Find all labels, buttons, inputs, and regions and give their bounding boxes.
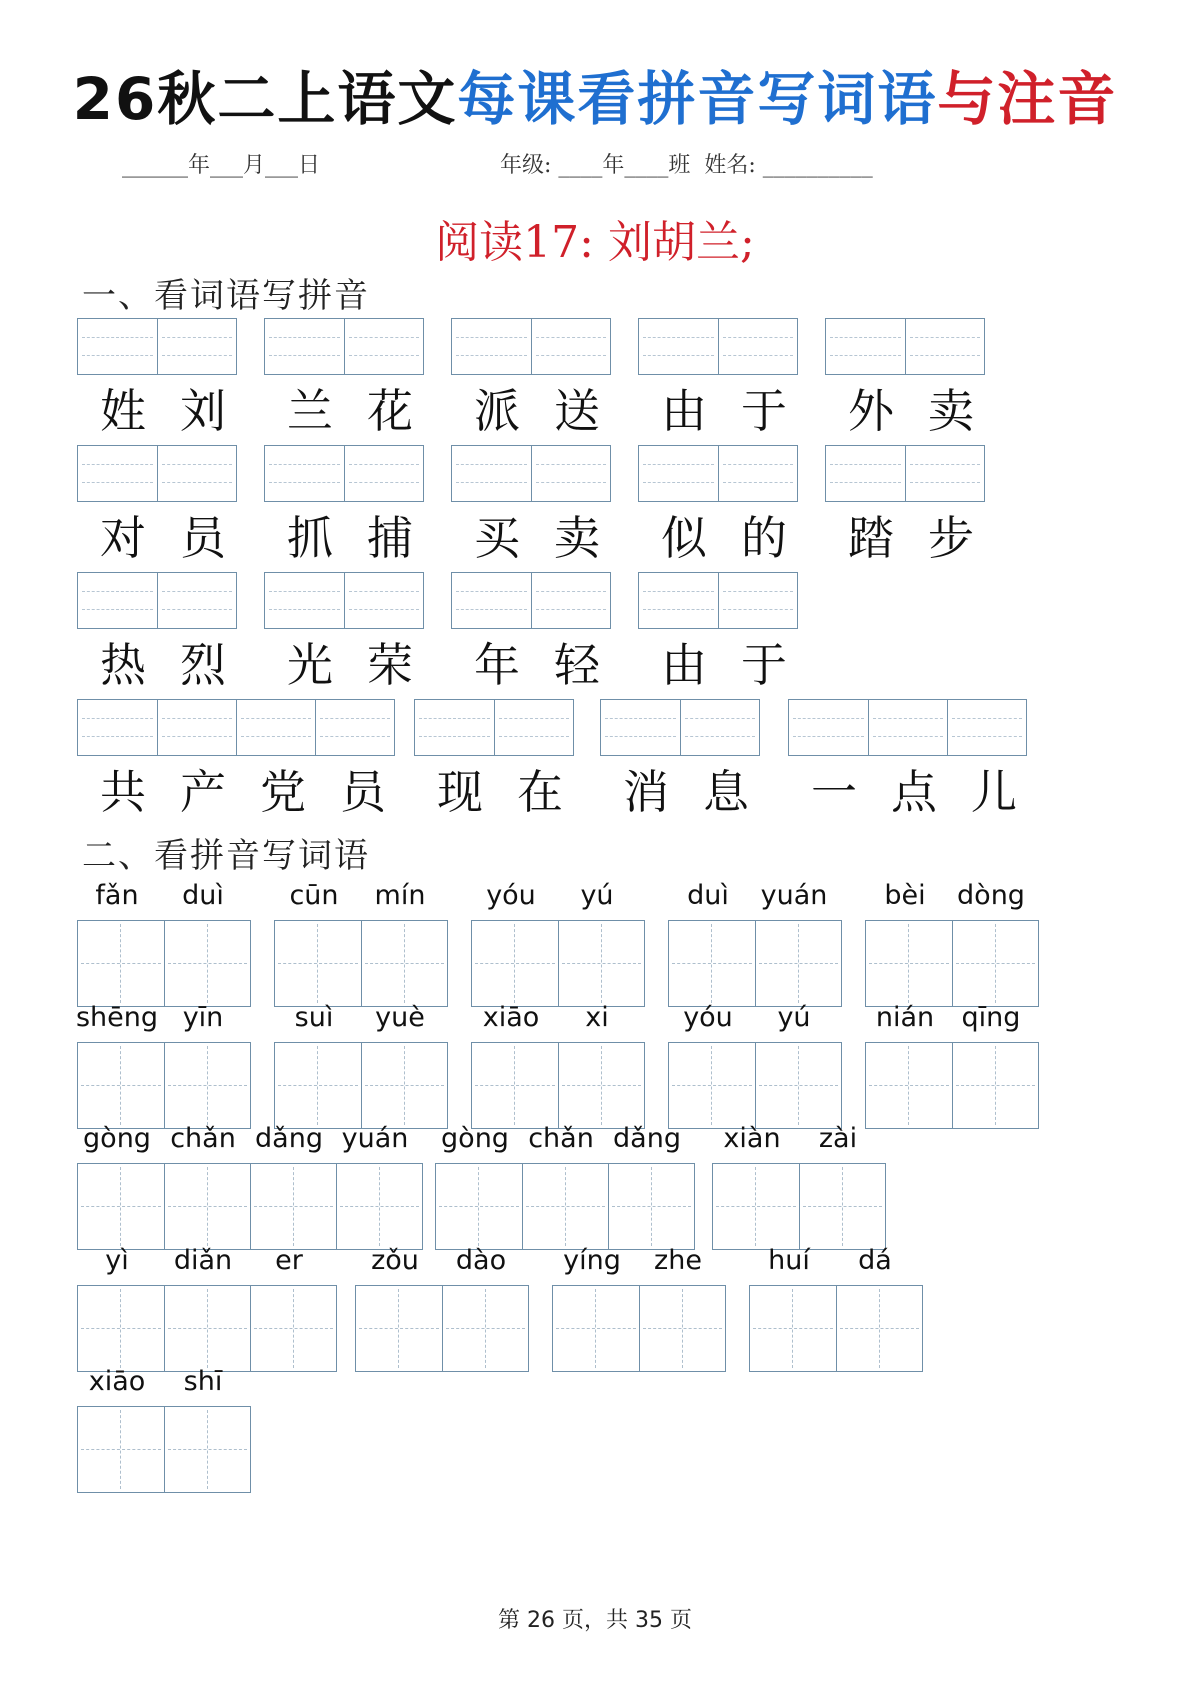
- character-answer-grid[interactable]: [435, 1163, 695, 1250]
- character-answer-cell[interactable]: [78, 1407, 164, 1492]
- character-answer-cell[interactable]: [750, 1286, 836, 1371]
- pinyin-answer-cell[interactable]: [639, 573, 718, 628]
- word-characters: [457, 375, 617, 441]
- pinyin-syllable: yuán: [341, 1123, 409, 1154]
- pinyin-syllable: dǎng: [255, 1123, 323, 1154]
- word-character: 消: [623, 765, 669, 819]
- word-character: 花: [367, 384, 413, 438]
- pinyin-answer-grid[interactable]: [825, 318, 985, 375]
- character-answer-cell[interactable]: [275, 921, 361, 1006]
- character-answer-cell[interactable]: [558, 1043, 644, 1128]
- pinyin-answer-cell[interactable]: [680, 700, 759, 755]
- word-character: 于: [741, 384, 787, 438]
- character-answer-cell[interactable]: [250, 1286, 336, 1371]
- pinyin-syllable: yóu: [683, 1002, 733, 1033]
- word-character: 产: [180, 765, 226, 819]
- pinyin-prompt: [352, 1245, 524, 1276]
- pinyin-answer-cell[interactable]: [905, 319, 984, 374]
- word-character: 员: [340, 765, 386, 819]
- character-answer-cell[interactable]: [164, 921, 250, 1006]
- character-answer-cell[interactable]: [436, 1164, 522, 1249]
- character-answer-grid[interactable]: [274, 920, 448, 1007]
- pinyin-answer-cell[interactable]: [157, 700, 236, 755]
- word-character: 于: [741, 638, 787, 692]
- pinyin-answer-grid[interactable]: [77, 572, 237, 629]
- pinyin-answer-cell[interactable]: [789, 700, 868, 755]
- character-answer-cell[interactable]: [442, 1286, 528, 1371]
- character-answer-grid[interactable]: [749, 1285, 923, 1372]
- pinyin-answer-cell[interactable]: [718, 446, 797, 501]
- character-answer-grid[interactable]: [77, 920, 251, 1007]
- section1-heading: 一、看词语写拼音: [82, 276, 370, 316]
- word-characters: [83, 629, 243, 695]
- word-character: 荣: [367, 638, 413, 692]
- word-character: 买: [474, 511, 520, 565]
- character-answer-cell[interactable]: [164, 1164, 250, 1249]
- character-answer-cell[interactable]: [669, 921, 755, 1006]
- word-character: 光: [287, 638, 333, 692]
- pinyin-answer-cell[interactable]: [265, 319, 344, 374]
- pinyin-syllable: zài: [818, 1123, 858, 1154]
- pinyin-answer-grid[interactable]: [638, 318, 798, 375]
- date-line: ______年___月___日: [122, 153, 321, 178]
- word-character: 点: [891, 765, 937, 819]
- pinyin-answer-cell[interactable]: [315, 700, 394, 755]
- character-answer-cell[interactable]: [164, 1286, 250, 1371]
- character-answer-grid[interactable]: [77, 1406, 251, 1493]
- pinyin-syllable: zǒu: [371, 1245, 419, 1276]
- character-answer-cell[interactable]: [608, 1164, 694, 1249]
- character-answer-cell[interactable]: [669, 1043, 755, 1128]
- word-characters: [794, 756, 1034, 822]
- pinyin-syllable: yú: [580, 880, 614, 911]
- character-answer-cell[interactable]: [755, 1043, 841, 1128]
- character-answer-grid[interactable]: [274, 1042, 448, 1129]
- character-answer-cell[interactable]: [361, 1043, 447, 1128]
- character-answer-grid[interactable]: [471, 920, 645, 1007]
- character-answer-cell[interactable]: [558, 921, 644, 1006]
- word-characters: [606, 756, 766, 822]
- pinyin-answer-grid[interactable]: [77, 445, 237, 502]
- word-character: 儿: [971, 765, 1017, 819]
- pinyin-syllable: suì: [294, 1002, 334, 1033]
- word-character: 在: [517, 765, 563, 819]
- pinyin-answer-cell[interactable]: [78, 700, 157, 755]
- pinyin-prompt: [74, 1123, 418, 1154]
- pinyin-prompt: [74, 1366, 246, 1397]
- character-answer-grid[interactable]: [77, 1163, 423, 1250]
- character-answer-grid[interactable]: [471, 1042, 645, 1129]
- word-characters: [457, 502, 617, 568]
- pinyin-answer-grid[interactable]: [264, 318, 424, 375]
- pinyin-answer-cell[interactable]: [236, 700, 315, 755]
- pinyin-syllable: xiāo: [482, 1002, 540, 1033]
- character-answer-cell[interactable]: [78, 921, 164, 1006]
- pinyin-syllable: gòng: [441, 1123, 509, 1154]
- pinyin-syllable: duì: [182, 880, 224, 911]
- pinyin-answer-cell[interactable]: [78, 446, 157, 501]
- pinyin-answer-cell[interactable]: [344, 319, 423, 374]
- pinyin-answer-cell[interactable]: [157, 446, 236, 501]
- pinyin-prompt: [74, 1002, 246, 1033]
- pinyin-prompt: [665, 880, 837, 911]
- character-answer-cell[interactable]: [866, 921, 952, 1006]
- pinyin-syllable: xi: [585, 1002, 609, 1033]
- word-character: 外: [848, 384, 894, 438]
- word-character: 派: [474, 384, 520, 438]
- pinyin-syllable: chǎn: [170, 1123, 236, 1154]
- pinyin-prompt: [709, 1123, 881, 1154]
- character-answer-cell[interactable]: [799, 1164, 885, 1249]
- pinyin-prompt: [432, 1123, 690, 1154]
- pinyin-answer-cell[interactable]: [905, 446, 984, 501]
- pinyin-syllable: chǎn: [528, 1123, 594, 1154]
- pinyin-answer-cell[interactable]: [452, 319, 531, 374]
- word-character: 由: [661, 638, 707, 692]
- character-answer-grid[interactable]: [355, 1285, 529, 1372]
- pinyin-answer-cell[interactable]: [639, 446, 718, 501]
- character-answer-cell[interactable]: [553, 1286, 639, 1371]
- character-answer-cell[interactable]: [78, 1164, 164, 1249]
- word-character: 由: [661, 384, 707, 438]
- pinyin-syllable: dào: [455, 1245, 507, 1276]
- pinyin-syllable: diǎn: [173, 1245, 233, 1276]
- character-answer-cell[interactable]: [275, 1043, 361, 1128]
- character-answer-cell[interactable]: [522, 1164, 608, 1249]
- word-character: 党: [260, 765, 306, 819]
- pinyin-prompt: [746, 1245, 918, 1276]
- word-characters: [457, 629, 617, 695]
- character-answer-cell[interactable]: [952, 921, 1038, 1006]
- pinyin-syllable: yú: [777, 1002, 811, 1033]
- word-characters: [270, 375, 430, 441]
- character-answer-cell[interactable]: [250, 1164, 336, 1249]
- pinyin-answer-cell[interactable]: [531, 446, 610, 501]
- word-characters: [831, 375, 991, 441]
- word-character: 送: [554, 384, 600, 438]
- character-answer-grid[interactable]: [668, 1042, 842, 1129]
- pinyin-answer-cell[interactable]: [157, 319, 236, 374]
- title-black-part: 26秋二上语文: [72, 65, 458, 133]
- pinyin-answer-grid[interactable]: [638, 572, 798, 629]
- character-answer-grid[interactable]: [77, 1285, 337, 1372]
- character-answer-cell[interactable]: [836, 1286, 922, 1371]
- pinyin-syllable: er: [275, 1245, 303, 1276]
- pinyin-answer-cell[interactable]: [601, 700, 680, 755]
- pinyin-prompt: [862, 1002, 1034, 1033]
- lesson-title: 阅读17: 刘胡兰;: [435, 217, 755, 268]
- word-character: 卖: [928, 384, 974, 438]
- character-answer-grid[interactable]: [712, 1163, 886, 1250]
- word-character: 热: [100, 638, 146, 692]
- character-answer-cell[interactable]: [78, 1043, 164, 1128]
- word-characters: [83, 375, 243, 441]
- pinyin-syllable: shī: [183, 1366, 223, 1397]
- pinyin-answer-grid[interactable]: [264, 445, 424, 502]
- pinyin-answer-cell[interactable]: [639, 319, 718, 374]
- pinyin-answer-cell[interactable]: [452, 446, 531, 501]
- word-characters: [420, 756, 580, 822]
- pinyin-answer-grid[interactable]: [77, 318, 237, 375]
- pinyin-answer-cell[interactable]: [826, 319, 905, 374]
- pinyin-answer-cell[interactable]: [265, 573, 344, 628]
- character-answer-cell[interactable]: [755, 921, 841, 1006]
- page-title: [0, 52, 1190, 136]
- pinyin-syllable: bèi: [884, 880, 926, 911]
- pinyin-prompt: [665, 1002, 837, 1033]
- pinyin-prompt: [271, 880, 443, 911]
- pinyin-syllable: yuè: [375, 1002, 425, 1033]
- word-character: 抓: [287, 511, 333, 565]
- character-answer-grid[interactable]: [865, 920, 1039, 1007]
- word-character: 卖: [554, 511, 600, 565]
- pinyin-syllable: fǎn: [95, 880, 139, 911]
- pinyin-answer-cell[interactable]: [868, 700, 947, 755]
- page-footer: 第 26 页，共 35 页: [498, 1608, 692, 1633]
- pinyin-syllable: xiàn: [723, 1123, 781, 1154]
- section2-heading: 二、看拼音写词语: [82, 836, 370, 876]
- pinyin-syllable: cūn: [289, 880, 339, 911]
- character-answer-grid[interactable]: [77, 1042, 251, 1129]
- pinyin-answer-cell[interactable]: [415, 700, 494, 755]
- pinyin-answer-cell[interactable]: [78, 573, 157, 628]
- pinyin-prompt: [468, 880, 640, 911]
- word-character: 轻: [554, 638, 600, 692]
- pinyin-answer-grid[interactable]: [600, 699, 760, 756]
- pinyin-answer-cell[interactable]: [718, 573, 797, 628]
- pinyin-syllable: huí: [768, 1245, 810, 1276]
- word-characters: [83, 756, 403, 822]
- pinyin-answer-cell[interactable]: [947, 700, 1026, 755]
- word-character: 年: [474, 638, 520, 692]
- pinyin-prompt: [862, 880, 1034, 911]
- pinyin-syllable: mín: [374, 880, 426, 911]
- word-character: 似: [661, 511, 707, 565]
- pinyin-answer-cell[interactable]: [452, 573, 531, 628]
- pinyin-answer-cell[interactable]: [826, 446, 905, 501]
- pinyin-answer-cell[interactable]: [718, 319, 797, 374]
- character-answer-cell[interactable]: [164, 1043, 250, 1128]
- word-characters: [270, 629, 430, 695]
- pinyin-syllable: gòng: [83, 1123, 151, 1154]
- character-answer-cell[interactable]: [472, 1043, 558, 1128]
- title-blue-part: 每课看拼音写词语: [457, 65, 938, 133]
- character-answer-cell[interactable]: [361, 921, 447, 1006]
- pinyin-syllable: dòng: [957, 880, 1025, 911]
- character-answer-grid[interactable]: [865, 1042, 1039, 1129]
- pinyin-answer-cell[interactable]: [157, 573, 236, 628]
- pinyin-prompt: [271, 1002, 443, 1033]
- word-character: 员: [180, 511, 226, 565]
- pinyin-syllable: dá: [858, 1245, 892, 1276]
- pinyin-answer-cell[interactable]: [344, 573, 423, 628]
- pinyin-answer-cell[interactable]: [78, 319, 157, 374]
- pinyin-syllable: duì: [687, 880, 729, 911]
- pinyin-answer-cell[interactable]: [494, 700, 573, 755]
- class-name-line: 年级: ____年____班 姓名: __________: [500, 153, 873, 178]
- pinyin-syllable: yóu: [486, 880, 536, 911]
- pinyin-syllable: yíng: [563, 1245, 621, 1276]
- character-answer-cell[interactable]: [713, 1164, 799, 1249]
- word-character: 的: [741, 511, 787, 565]
- character-answer-grid[interactable]: [668, 920, 842, 1007]
- pinyin-answer-grid[interactable]: [638, 445, 798, 502]
- pinyin-syllable: zhe: [654, 1245, 702, 1276]
- pinyin-syllable: yuán: [760, 880, 828, 911]
- word-characters: [270, 502, 430, 568]
- word-characters: [83, 502, 243, 568]
- pinyin-answer-grid[interactable]: [451, 445, 611, 502]
- pinyin-answer-cell[interactable]: [531, 573, 610, 628]
- pinyin-answer-cell[interactable]: [265, 446, 344, 501]
- pinyin-syllable: yīn: [182, 1002, 224, 1033]
- word-character: 现: [437, 765, 483, 819]
- pinyin-prompt: [549, 1245, 721, 1276]
- title-red-part: 与注音: [937, 65, 1118, 133]
- word-character: 踏: [848, 511, 894, 565]
- word-character: 兰: [287, 384, 333, 438]
- character-answer-cell[interactable]: [164, 1407, 250, 1492]
- pinyin-answer-grid[interactable]: [788, 699, 1027, 756]
- word-characters: [644, 629, 804, 695]
- character-answer-cell[interactable]: [78, 1286, 164, 1371]
- character-answer-cell[interactable]: [866, 1043, 952, 1128]
- pinyin-prompt: [468, 1002, 640, 1033]
- pinyin-prompt: [74, 1245, 332, 1276]
- character-answer-cell[interactable]: [336, 1164, 422, 1249]
- character-answer-cell[interactable]: [356, 1286, 442, 1371]
- pinyin-answer-grid[interactable]: [264, 572, 424, 629]
- pinyin-answer-grid[interactable]: [77, 699, 395, 756]
- pinyin-answer-grid[interactable]: [451, 572, 611, 629]
- pinyin-answer-cell[interactable]: [531, 319, 610, 374]
- word-character: 对: [100, 511, 146, 565]
- pinyin-syllable: nián: [875, 1002, 935, 1033]
- pinyin-syllable: dǎng: [613, 1123, 681, 1154]
- pinyin-answer-cell[interactable]: [344, 446, 423, 501]
- pinyin-answer-grid[interactable]: [414, 699, 574, 756]
- character-answer-cell[interactable]: [472, 921, 558, 1006]
- pinyin-syllable: qīng: [961, 1002, 1021, 1033]
- word-character: 姓: [100, 384, 146, 438]
- word-character: 刘: [180, 384, 226, 438]
- pinyin-answer-grid[interactable]: [451, 318, 611, 375]
- word-character: 共: [100, 765, 146, 819]
- character-answer-grid[interactable]: [552, 1285, 726, 1372]
- word-character: 步: [928, 511, 974, 565]
- word-characters: [644, 375, 804, 441]
- word-character: 息: [703, 765, 749, 819]
- pinyin-syllable: yì: [105, 1245, 129, 1276]
- word-character: 烈: [180, 638, 226, 692]
- word-characters: [831, 502, 991, 568]
- pinyin-prompt: [74, 880, 246, 911]
- character-answer-cell[interactable]: [952, 1043, 1038, 1128]
- word-characters: [644, 502, 804, 568]
- word-character: 一: [811, 765, 857, 819]
- word-character: 捕: [367, 511, 413, 565]
- pinyin-syllable: shēng: [75, 1002, 159, 1033]
- pinyin-syllable: xiāo: [88, 1366, 146, 1397]
- pinyin-answer-grid[interactable]: [825, 445, 985, 502]
- character-answer-cell[interactable]: [639, 1286, 725, 1371]
